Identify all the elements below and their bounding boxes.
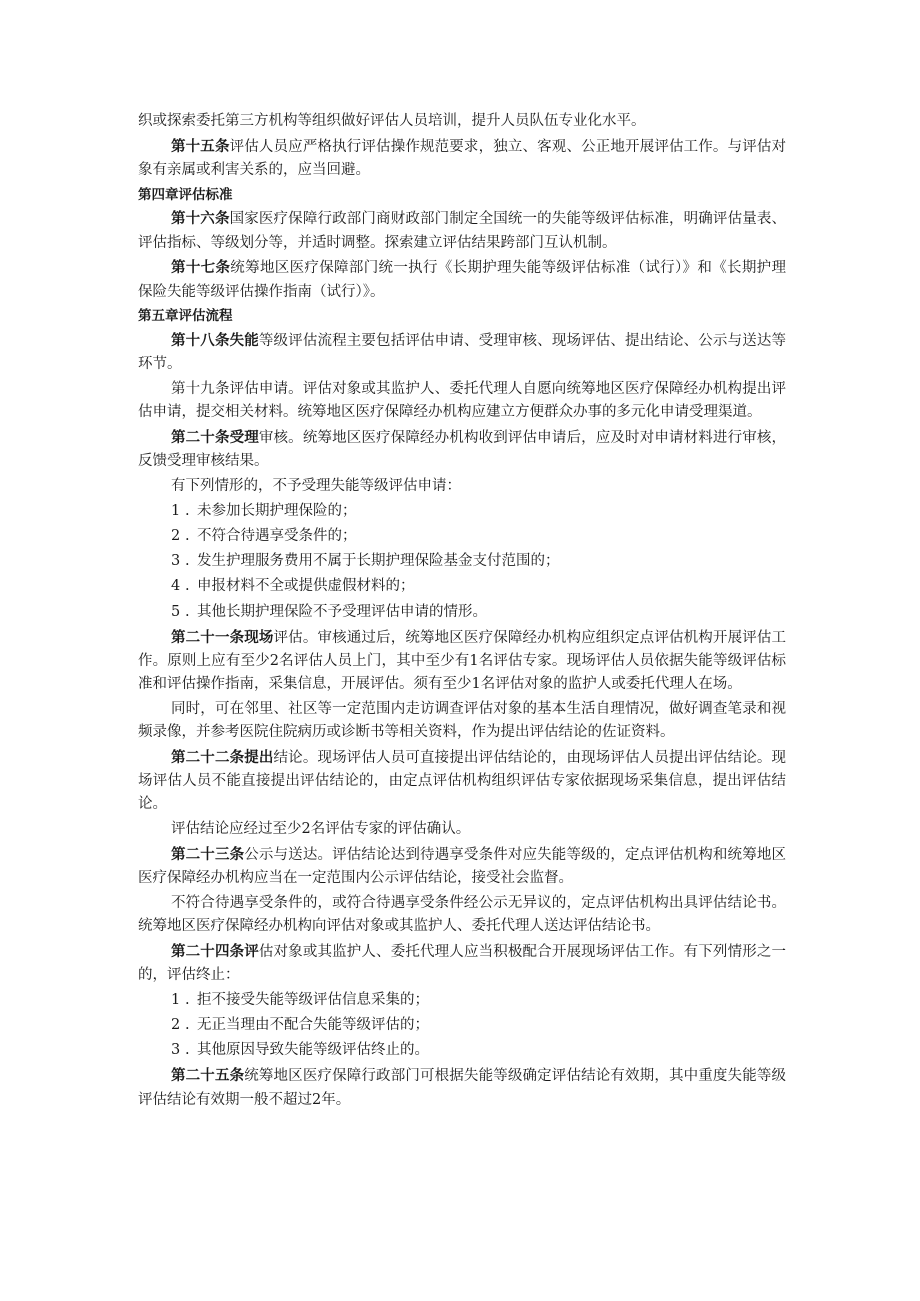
article-number: 第二十四条评 [171, 942, 259, 960]
paragraph [138, 892, 786, 938]
paragraph-text: 第十九条评估申请。评估对象或其监护人、委托代理人自愿向统筹地区医疗保障经办机构提出评估申请，提交相关材料。统筹地区医疗保障经办机构应建立方便群众办事的多元化申请受理渠道。 [138, 380, 786, 421]
paragraph-text: 评估结论应经过至少2名评估专家的评估确认。 [171, 821, 471, 838]
list-item-dot: . [185, 603, 190, 620]
list-item-text: 发生护理服务费用不属于长期护理保险基金支付范围的； [197, 553, 560, 570]
list-item-number: 5 [171, 603, 181, 620]
paragraph [138, 698, 786, 744]
paragraph [138, 207, 786, 254]
list-item [138, 525, 786, 549]
list-item-number: 3 [171, 1042, 181, 1059]
list-item-dot: . [185, 1042, 190, 1059]
list-item-text: 其他原因导致失能等级评估终止的。 [197, 1042, 429, 1059]
paragraph [138, 940, 786, 987]
list-item-number: 2 [171, 527, 181, 544]
paragraph-text: 估对象或其监护人、委托代理人应当积极配合开展现场评估工作。有下列情形之一的，评估终止： [138, 943, 787, 984]
list-item-dot: . [185, 578, 190, 595]
paragraph [138, 110, 786, 133]
paragraph-text: 国家医疗保障行政部门商财政部门制定全国统一的失能等级评估标准，明确评估量表、评估指标、等级划分等，并适时调整。探索建立评估结果跨部门互认机制。 [138, 211, 787, 251]
paragraph-text: 公示与送达。评估结论达到待遇享受条件对应失能等级的，定点评估机构和统筹地区医疗保障经办机构应当在一定范围内公示评估结论，接受社会监督。 [138, 846, 786, 887]
paragraph-text: 织或探索委托第三方机构等组织做好评估人员培训，提升人员队伍专业化水平。 [138, 113, 646, 129]
article-number: 第十八条失能 [171, 331, 259, 349]
list-item-text: 不符合待遇享受条件的； [197, 527, 357, 544]
paragraph [138, 626, 786, 697]
paragraph-text: 统筹地区医疗保障部门统一执行《长期护理失能等级评估标准（试行）》和《长期护理保险失能等级评估操作指南（试行）》。 [138, 260, 787, 300]
chapter-heading: 第五章评估流程 [138, 308, 233, 325]
paragraph [138, 329, 786, 376]
list-item-text: 未参加长期护理保险的； [197, 502, 357, 519]
article-number: 第二十条受理 [171, 428, 259, 446]
article-number: 第二十五条 [171, 1067, 245, 1085]
chapter-heading: 第四章评估标准 [138, 186, 233, 203]
list-item-number: 4 [171, 578, 181, 595]
list-item [138, 989, 786, 1013]
paragraph-text: 评估。审核通过后，统筹地区医疗保障经办机构应组织定点评估机构开展评估工作。原则上应有至少2名评估人员上门，其中至少有1名评估专家。现场评估人员依据失能等级评估标准和评估操作指南，采集信息，开展评估。须有至少1名评估对象的监护人或委托代理人在场。 [138, 629, 787, 693]
list-item-text: 其他长期护理保险不予受理评估申请的情形。 [197, 603, 487, 620]
paragraph-text: 统筹地区医疗保障行政部门可根据失能等级确定评估结论有效期，其中重度失能等级评估结论有效期一般不超过2年。 [138, 1068, 786, 1108]
list-item-text: 无正当理由不配合失能等级评估的； [197, 1017, 429, 1034]
paragraph [138, 256, 786, 303]
list-item-number: 2 [171, 1017, 181, 1034]
list-item [138, 575, 786, 599]
list-item-text: 申报材料不全或提供虚假材料的； [197, 578, 415, 595]
paragraph-text: 审核。统筹地区医疗保障经办机构收到评估申请后，应及时对申请材料进行审核，反馈受理审核结果。 [138, 429, 787, 470]
document-body [138, 110, 786, 1113]
paragraph [138, 135, 786, 182]
list-item-dot: . [185, 553, 190, 570]
paragraph [138, 746, 786, 817]
list-item [138, 1039, 786, 1063]
list-item [138, 550, 786, 574]
article-number: 第二十一条现场 [171, 628, 274, 646]
paragraph [138, 843, 786, 890]
paragraph [138, 426, 786, 473]
article-number: 第二十三条 [171, 845, 245, 863]
list-item-dot: . [185, 527, 190, 544]
article-number: 第十五条 [171, 137, 230, 155]
paragraph-text: 结论。现场评估人员可直接提出评估结论的，由现场评估人员提出评估结论。现场评估人员不能直接提出评估结论的，由定点评估机构组织评估专家依据现场采集信息，提出评估结论。 [138, 749, 787, 813]
paragraph-text: 有下列情形的，不予受理失能等级评估申请： [171, 477, 461, 494]
list-item [138, 500, 786, 524]
paragraph [138, 1064, 786, 1111]
paragraph-text: 不符合待遇享受条件的，或符合待遇享受条件经公示无异议的，定点评估机构出具评估结论书。统筹地区医疗保障经办机构向评估对象或其监护人、委托代理人送达评估结论书。 [138, 894, 786, 935]
paragraph-text: 等级评估流程主要包括评估申请、受理审核、现场评估、提出结论、公示与送达等环节。 [138, 332, 787, 373]
list-item [138, 1014, 786, 1038]
list-item-number: 3 [171, 553, 181, 570]
paragraph [138, 818, 786, 841]
paragraph-text: 同时，可在邻里、社区等一定范围内走访调查评估对象的基本生活自理情况，做好调查笔录和视频录像，并参考医院住院病历或诊断书等相关资料，作为提出评估结论的佐证资料。 [138, 700, 786, 741]
list-item-dot: . [185, 502, 190, 519]
list-item-number: 1 [171, 502, 181, 519]
article-number: 第二十二条提出 [171, 748, 274, 766]
paragraph-text: 评估人员应严格执行评估操作规范要求，独立、客观、公正地开展评估工作。与评估对象有亲属或利害关系的，应当回避。 [138, 138, 787, 178]
paragraph [138, 378, 786, 424]
list-item-text: 拒不接受失能等级评估信息采集的； [197, 991, 429, 1008]
list-item [138, 601, 786, 625]
article-number: 第十七条 [171, 259, 231, 277]
paragraph [138, 475, 786, 498]
list-item-dot: . [185, 1017, 190, 1034]
article-number: 第十六条 [171, 210, 230, 228]
list-item-dot: . [185, 991, 190, 1008]
list-item-number: 1 [171, 991, 181, 1008]
